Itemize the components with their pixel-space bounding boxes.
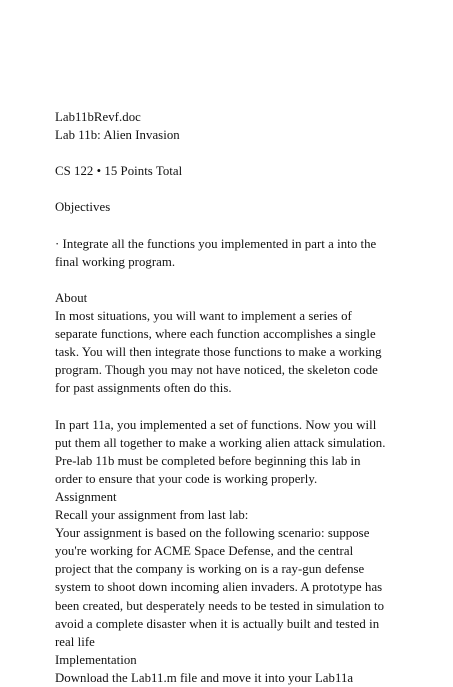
blank-line bbox=[55, 398, 405, 416]
about-paragraph-line: program. Though you may not have noticed, the skeleton code bbox=[55, 363, 378, 378]
objective-bullet-line: final working program. bbox=[55, 254, 176, 269]
implementation-paragraph-line: Download the Lab11.m file and move it into your Lab11a bbox=[55, 670, 354, 685]
assignment-paragraph-line: real life bbox=[55, 634, 95, 649]
course-points-line: CS 122 • 15 Points Total bbox=[55, 164, 183, 179]
document-body bbox=[55, 108, 405, 687]
objectives-heading: Objectives bbox=[55, 200, 111, 215]
blank-line bbox=[55, 217, 405, 235]
assignment-heading: Assignment bbox=[55, 489, 117, 504]
assignment-paragraph-line: been created, but desperately needs to be tested in simulation to bbox=[55, 598, 385, 613]
part-a-paragraph-line: In part 11a, you implemented a set of functions. Now you will bbox=[55, 417, 377, 432]
objective-bullet-line: · Integrate all the functions you implemented in part a into the bbox=[55, 236, 377, 251]
about-heading: About bbox=[55, 290, 88, 305]
about-paragraph-line: In most situations, you will want to implement a series of bbox=[55, 309, 352, 324]
assignment-paragraph-line: project that the company is working on is a ray-gun defense bbox=[55, 562, 365, 577]
part-a-paragraph-line: order to ensure that your code is working properly. bbox=[55, 471, 318, 486]
part-a-paragraph-line: put them all together to make a working alien attack simulation. bbox=[55, 435, 386, 450]
assignment-paragraph-line: you're working for ACME Space Defense, and the central bbox=[55, 544, 354, 559]
assignment-paragraph-line: Recall your assignment from last lab: bbox=[55, 508, 249, 523]
blank-line bbox=[55, 144, 405, 162]
blank-line bbox=[55, 180, 405, 198]
file-name-line: Lab11bRevf.doc bbox=[55, 110, 141, 124]
about-paragraph-line: for past assignments often do this. bbox=[55, 381, 232, 396]
about-paragraph-line: separate functions, where each function accomplishes a single bbox=[55, 327, 376, 342]
part-a-paragraph-line: Pre-lab 11b must be completed before beginning this lab in bbox=[55, 453, 361, 468]
assignment-paragraph-line: system to shoot down incoming alien invaders. A prototype has bbox=[55, 580, 383, 595]
blank-line bbox=[55, 271, 405, 289]
assignment-paragraph-line: avoid a complete disaster when it is actually built and tested in bbox=[55, 616, 380, 631]
assignment-paragraph-line: Your assignment is based on the following scenario: suppose bbox=[55, 526, 370, 541]
lab-title-line: Lab 11b: Alien Invasion bbox=[55, 128, 180, 143]
about-paragraph-line: task. You will then integrate those functions to make a working bbox=[55, 345, 382, 360]
implementation-heading: Implementation bbox=[55, 652, 137, 667]
